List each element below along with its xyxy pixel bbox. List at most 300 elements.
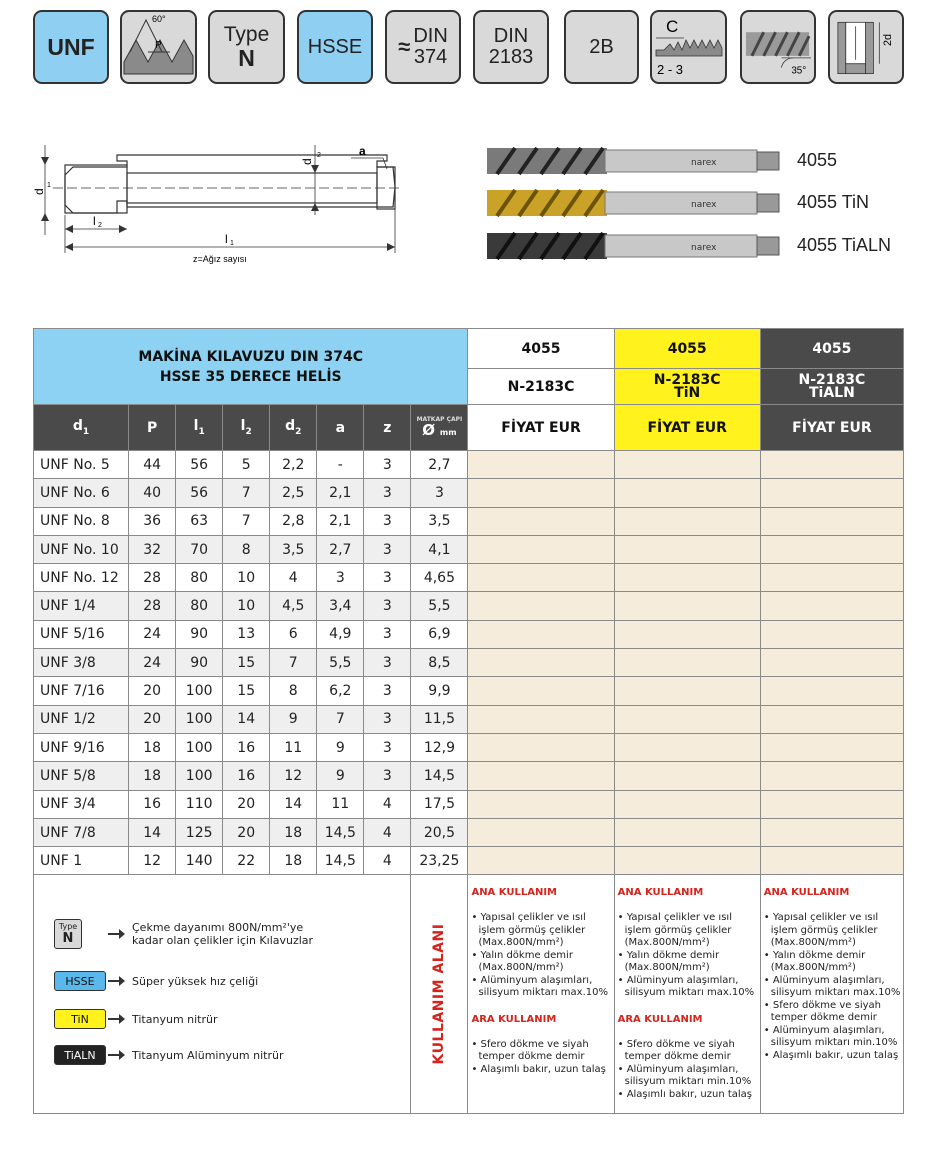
list-item: • Sfero dökme ve siyah temper dökme demir (764, 1000, 901, 1025)
col-header-main: l (193, 418, 199, 435)
spec-cell: 17,5 (411, 790, 468, 818)
helix-badge (740, 10, 816, 84)
variant-spec (614, 369, 760, 405)
spec-cell: 7 (223, 479, 270, 507)
spec-cell: 20 (223, 790, 270, 818)
variant-spec-line1: N-2183C (653, 371, 721, 388)
spec-cell: 2,1 (317, 507, 364, 535)
feature-badges (33, 10, 903, 86)
spec-cell: 10 (223, 592, 270, 620)
table-row (34, 620, 904, 648)
drawing-caption: z=Ağız sayısı (193, 254, 247, 264)
legend-item (54, 1009, 218, 1029)
col-header-z (364, 405, 411, 451)
legend-item (54, 971, 258, 991)
main-usage-title: ANA KULLANIM (763, 887, 850, 899)
thread-size-cell: UNF 3/4 (34, 790, 129, 818)
type-badge (208, 10, 285, 84)
product-4055 (487, 144, 907, 180)
chamfer-icon (652, 12, 725, 82)
spec-cell: 24 (129, 620, 176, 648)
type-value: N (238, 44, 255, 71)
din2183-badge (473, 10, 549, 84)
price-cell (760, 705, 903, 733)
col-header-main: l (240, 418, 246, 435)
col-header-a (317, 405, 364, 451)
main-usage-title: ANA KULLANIM (617, 887, 704, 899)
col-header-main: a (335, 419, 346, 436)
tap-dimension-drawing (33, 135, 413, 270)
spec-cell: 5 (223, 451, 270, 479)
thread-size-cell: UNF 3/8 (34, 649, 129, 677)
spec-cell: 4 (270, 564, 317, 592)
spec-cell: 3 (364, 762, 411, 790)
product-brand: narex (691, 158, 717, 168)
main-usage-list (618, 912, 758, 1000)
spec-cell: 4,9 (317, 620, 364, 648)
spec-cell: 16 (223, 762, 270, 790)
l2-sub: 2 (98, 222, 102, 229)
legend-text (132, 921, 313, 947)
col-header-sub: 2 (245, 426, 252, 437)
spec-cell: 2,8 (270, 507, 317, 535)
thread-size-cell: UNF No. 10 (34, 535, 129, 563)
table-row (34, 733, 904, 761)
price-cell (468, 705, 614, 733)
spec-cell: 11 (270, 733, 317, 761)
list-item: • Alaşımlı bakır, uzun talaş (471, 1064, 611, 1077)
table-row (34, 705, 904, 733)
price-cell (614, 818, 760, 846)
legend-badge-label: HSSE (65, 974, 95, 988)
legend-badge-label: TiALN (64, 1048, 96, 1062)
price-cell (614, 677, 760, 705)
shank-label: 2d (882, 33, 895, 47)
price-cell (760, 620, 903, 648)
spec-cell: 3,4 (317, 592, 364, 620)
price-cell (760, 818, 903, 846)
spec-cell: 6,2 (317, 677, 364, 705)
price-cell (760, 733, 903, 761)
spec-table (33, 328, 904, 1114)
tolerance-label: 2B (589, 35, 614, 58)
spec-cell: 2,7 (411, 451, 468, 479)
price-cell (468, 847, 614, 875)
spec-cell: 20 (129, 677, 176, 705)
tap-image-icon (487, 229, 787, 263)
spec-cell: 3 (364, 479, 411, 507)
col-header-main: d (72, 418, 83, 435)
table-row (34, 479, 904, 507)
spec-cell: 12 (129, 847, 176, 875)
spec-cell: 9,9 (411, 677, 468, 705)
helix-angle-label: 35° (791, 65, 807, 77)
price-header: FİYAT EUR (760, 405, 903, 451)
spec-cell: 14 (270, 790, 317, 818)
spec-cell: 2,2 (270, 451, 317, 479)
price-cell (760, 649, 903, 677)
product-label: 4055 (797, 150, 838, 170)
spec-cell: 18 (270, 847, 317, 875)
list-item: • Yalın dökme demir (Max.800N/mm²) (618, 950, 758, 975)
spec-cell: 100 (176, 762, 223, 790)
spec-cell: 70 (176, 535, 223, 563)
variant-spec-line1: N-2183C (507, 378, 575, 395)
spec-cell: 8 (223, 535, 270, 563)
spec-cell: 20,5 (411, 818, 468, 846)
price-cell (614, 564, 760, 592)
table-row (34, 790, 904, 818)
spec-cell: 8 (270, 677, 317, 705)
price-cell (760, 535, 903, 563)
spec-cell: 4,5 (270, 592, 317, 620)
spec-cell: 44 (129, 451, 176, 479)
legend-badge (54, 1009, 106, 1029)
table-row (34, 564, 904, 592)
list-item: • Alaşımlı bakır, uzun talaş (618, 1089, 758, 1102)
col-header-l2 (223, 405, 270, 451)
price-cell (468, 592, 614, 620)
usage-column (614, 875, 760, 1114)
spec-cell: 3,5 (411, 507, 468, 535)
spec-cell: 14 (223, 705, 270, 733)
price-cell (468, 620, 614, 648)
variant-code: 4055 (468, 329, 614, 369)
list-item: • Yapısal çelikler ve ısıl işlem görmüş çelikler (Max.800N/mm²) (618, 912, 758, 950)
shank-depth-icon (830, 12, 902, 82)
legend-text (132, 1049, 284, 1062)
spec-cell: 100 (176, 733, 223, 761)
drill-header-symbol: Ø (422, 421, 436, 439)
spec-cell: 20 (129, 705, 176, 733)
d2-label: d (300, 158, 314, 165)
price-cell (614, 535, 760, 563)
spiral-tap-icon (742, 12, 814, 82)
table-title-line1: MAKİNA KILAVUZU DIN 374C (138, 348, 364, 365)
spec-cell: 3 (364, 451, 411, 479)
col-header-main: d (285, 418, 296, 435)
spec-cell: 6 (270, 620, 317, 648)
spec-cell: 14,5 (317, 818, 364, 846)
approx-symbol: ≈ (398, 34, 411, 60)
price-cell (468, 733, 614, 761)
price-cell (614, 592, 760, 620)
legend-text (132, 975, 258, 988)
spec-cell: 90 (176, 620, 223, 648)
variant-code: 4055 (614, 329, 760, 369)
product-brand: narex (691, 200, 717, 210)
price-cell (468, 507, 614, 535)
spec-cell: 3 (364, 733, 411, 761)
spec-cell: 63 (176, 507, 223, 535)
secondary-usage-title: ARA KULLANIM (471, 1013, 557, 1025)
arrow-right-icon (108, 933, 120, 935)
variant-code: 4055 (760, 329, 903, 369)
table-row (34, 507, 904, 535)
spec-cell: 23,25 (411, 847, 468, 875)
thread-pitch-label: P (155, 40, 162, 51)
spec-cell: 10 (223, 564, 270, 592)
list-item: • Alüminyum alaşımları, silisyum miktarı min.10% (618, 1064, 758, 1089)
spec-cell: 15 (223, 649, 270, 677)
col-header-main: z (383, 419, 392, 436)
arrow-right-icon (108, 1018, 120, 1020)
spec-cell: 8,5 (411, 649, 468, 677)
spec-cell: 4 (364, 847, 411, 875)
d2-sub: 2 (317, 152, 321, 159)
col-header-drill (411, 405, 468, 451)
spec-cell: 2,7 (317, 535, 364, 563)
price-cell (614, 762, 760, 790)
spec-cell: 3 (364, 535, 411, 563)
l2-label: l (93, 214, 96, 228)
spec-cell: 100 (176, 705, 223, 733)
thread-profile-badge (120, 10, 197, 84)
product-label: 4055 TiALN (797, 235, 892, 255)
spec-cell: 110 (176, 790, 223, 818)
arrow-right-icon (108, 980, 120, 982)
col-header-p (129, 405, 176, 451)
price-cell (760, 762, 903, 790)
unf-label: UNF (47, 33, 95, 60)
spec-cell: 16 (129, 790, 176, 818)
thread-size-cell: UNF 1/2 (34, 705, 129, 733)
spec-cell: 6,9 (411, 620, 468, 648)
tap-image-icon (487, 144, 787, 178)
table-row (34, 762, 904, 790)
spec-cell: 3 (364, 507, 411, 535)
list-item: • Alüminyum alaşımları, silisyum miktarı max.10% (764, 975, 901, 1000)
thread-size-cell: UNF No. 5 (34, 451, 129, 479)
l1-label: l (225, 232, 228, 246)
legend-badge-line2: N (62, 930, 74, 946)
price-cell (760, 564, 903, 592)
spec-cell: 32 (129, 535, 176, 563)
table-row (34, 649, 904, 677)
price-cell (614, 847, 760, 875)
list-item: • Alaşımlı bakır, uzun talaş (764, 1050, 901, 1063)
price-header: FİYAT EUR (468, 405, 614, 451)
legend-badge-line1: Type (58, 921, 78, 931)
price-cell (760, 790, 903, 818)
spec-cell: 14,5 (411, 762, 468, 790)
spec-cell: 125 (176, 818, 223, 846)
spec-cell: 40 (129, 479, 176, 507)
main-usage-title: ANA KULLANIM (471, 887, 557, 899)
din2183-line1: DIN (493, 25, 529, 47)
tolerance-badge (564, 10, 639, 84)
spec-cell: 11,5 (411, 705, 468, 733)
price-cell (468, 535, 614, 563)
thread-angle-label: 60° (152, 14, 166, 24)
col-header-d1 (34, 405, 129, 451)
spec-cell: 80 (176, 592, 223, 620)
variant-spec-line2: TiN (674, 384, 701, 401)
a-label: a (359, 144, 366, 158)
price-cell (760, 507, 903, 535)
din374-badge (385, 10, 461, 84)
price-cell (468, 762, 614, 790)
price-cell (760, 592, 903, 620)
product-4055-tialn (487, 229, 907, 265)
usage-vertical-cell (411, 875, 468, 1114)
product-brand: narex (691, 243, 717, 253)
d1-label: d (33, 188, 46, 195)
col-header-sub: 1 (198, 426, 205, 437)
secondary-usage-title: ARA KULLANIM (617, 1013, 703, 1025)
spec-cell: 12 (270, 762, 317, 790)
usage-column (468, 875, 614, 1114)
legend-badge-label: TiN (71, 1012, 89, 1026)
spec-cell: 3 (364, 592, 411, 620)
list-item: • Alüminyum alaşımları, silisyum miktarı max.10% (618, 975, 758, 1000)
product-label: 4055 TiN (797, 192, 870, 212)
product-4055-tin (487, 186, 907, 222)
hsse-label: HSSE (307, 35, 363, 58)
din374-line2: 374 (413, 46, 448, 68)
price-cell (468, 677, 614, 705)
legend-text-line1: Süper yüksek hız çeliği (132, 974, 259, 988)
table-body (34, 451, 904, 875)
list-item: • Yapısal çelikler ve ısıl işlem görmüş çelikler (Max.800N/mm²) (471, 912, 611, 950)
thread-size-cell: UNF 5/8 (34, 762, 129, 790)
legend-cell (34, 875, 411, 1114)
table-row (34, 535, 904, 563)
hsse-badge (297, 10, 373, 84)
spec-cell: 3 (364, 564, 411, 592)
spec-cell: 3,5 (270, 535, 317, 563)
spec-cell: 7 (223, 507, 270, 535)
secondary-usage-list (618, 1039, 758, 1102)
thread-size-cell: UNF No. 6 (34, 479, 129, 507)
spec-cell: 4 (364, 790, 411, 818)
legend (34, 875, 410, 1113)
spec-cell: 5,5 (317, 649, 364, 677)
spec-cell: 80 (176, 564, 223, 592)
price-cell (760, 451, 903, 479)
table-row (34, 451, 904, 479)
footer-row (34, 875, 904, 1114)
legend-text-line1: Çekme dayanımı 800N/mm²'ye (132, 921, 304, 935)
column-header-row (34, 405, 904, 451)
d1-sub: 1 (47, 182, 51, 189)
l1-sub: 1 (230, 240, 234, 247)
spec-cell: 4 (364, 818, 411, 846)
price-cell (468, 790, 614, 818)
legend-badge (54, 919, 82, 949)
tap-outline-diagram (33, 135, 413, 270)
price-cell (614, 451, 760, 479)
legend-text-line1: Titanyum Alüminyum nitrür (132, 1048, 284, 1062)
spec-cell: 18 (129, 733, 176, 761)
spec-cell: 11 (317, 790, 364, 818)
col-header-sub: 2 (295, 426, 302, 437)
price-cell (614, 790, 760, 818)
spec-cell: 28 (129, 592, 176, 620)
col-header-d2 (270, 405, 317, 451)
drill-diameter-icon (411, 417, 467, 438)
spec-cell: 3 (364, 620, 411, 648)
price-cell (614, 649, 760, 677)
col-header-l1 (176, 405, 223, 451)
spec-cell: 3 (411, 479, 468, 507)
spec-cell: 9 (270, 705, 317, 733)
price-cell (760, 479, 903, 507)
legend-text-line1: Titanyum nitrür (132, 1012, 218, 1026)
usage-vertical-label: KULLANIM ALANI (431, 924, 448, 1065)
price-header: FİYAT EUR (614, 405, 760, 451)
thread-size-cell: UNF 7/16 (34, 677, 129, 705)
table-row (34, 818, 904, 846)
spec-table-wrapper (33, 328, 904, 1114)
spec-cell: 3 (317, 564, 364, 592)
variant-spec (760, 369, 903, 405)
list-item: • Yalın dökme demir (Max.800N/mm²) (764, 950, 901, 975)
legend-item (54, 919, 313, 949)
spec-cell: 9 (317, 762, 364, 790)
chamfer-badge (650, 10, 727, 84)
spec-cell: 4,1 (411, 535, 468, 563)
chamfer-value: 2 - 3 (657, 62, 684, 77)
spec-cell: 56 (176, 479, 223, 507)
unf-badge (33, 10, 109, 84)
table-row (34, 847, 904, 875)
col-header-main: P (146, 419, 158, 436)
tap-image-icon (487, 186, 787, 220)
drill-header-unit: mm (439, 428, 457, 437)
spec-cell: 2,1 (317, 479, 364, 507)
price-cell (614, 733, 760, 761)
type-label: Type (223, 22, 270, 46)
thread-size-cell: UNF 5/16 (34, 620, 129, 648)
spec-cell: 3 (364, 705, 411, 733)
price-cell (760, 847, 903, 875)
spec-cell: 28 (129, 564, 176, 592)
spec-cell: 9 (317, 733, 364, 761)
spec-cell: 7 (270, 649, 317, 677)
spec-cell: 22 (223, 847, 270, 875)
price-cell (468, 649, 614, 677)
secondary-usage-list (471, 1039, 611, 1077)
list-item: • Yalın dökme demir (Max.800N/mm²) (471, 950, 611, 975)
spec-cell: 18 (129, 762, 176, 790)
spec-cell: 16 (223, 733, 270, 761)
main-usage-list (471, 912, 611, 1000)
legend-item (54, 1045, 284, 1065)
spec-cell: 56 (176, 451, 223, 479)
legend-text (132, 1013, 218, 1026)
spec-cell: 140 (176, 847, 223, 875)
list-item: • Alüminyum alaşımları, silisyum miktarı max.10% (471, 975, 611, 1000)
table-row (34, 677, 904, 705)
spec-cell: 5,5 (411, 592, 468, 620)
price-cell (614, 705, 760, 733)
spec-cell: 36 (129, 507, 176, 535)
spec-cell: - (317, 451, 364, 479)
variant-spec-line1: N-2183C (798, 371, 866, 388)
din374-line1: DIN (413, 25, 448, 47)
spec-cell: 100 (176, 677, 223, 705)
list-item: • Sfero dökme ve siyah temper dökme demir (471, 1039, 611, 1064)
spec-cell: 13 (223, 620, 270, 648)
thread-size-cell: UNF 1/4 (34, 592, 129, 620)
list-item: • Yapısal çelikler ve ısıl işlem görmüş çelikler (Max.800N/mm²) (764, 912, 901, 950)
price-cell (468, 451, 614, 479)
price-cell (468, 818, 614, 846)
price-cell (760, 677, 903, 705)
table-title-line2: HSSE 35 DERECE HELİS (159, 368, 342, 385)
shank-badge (828, 10, 904, 84)
